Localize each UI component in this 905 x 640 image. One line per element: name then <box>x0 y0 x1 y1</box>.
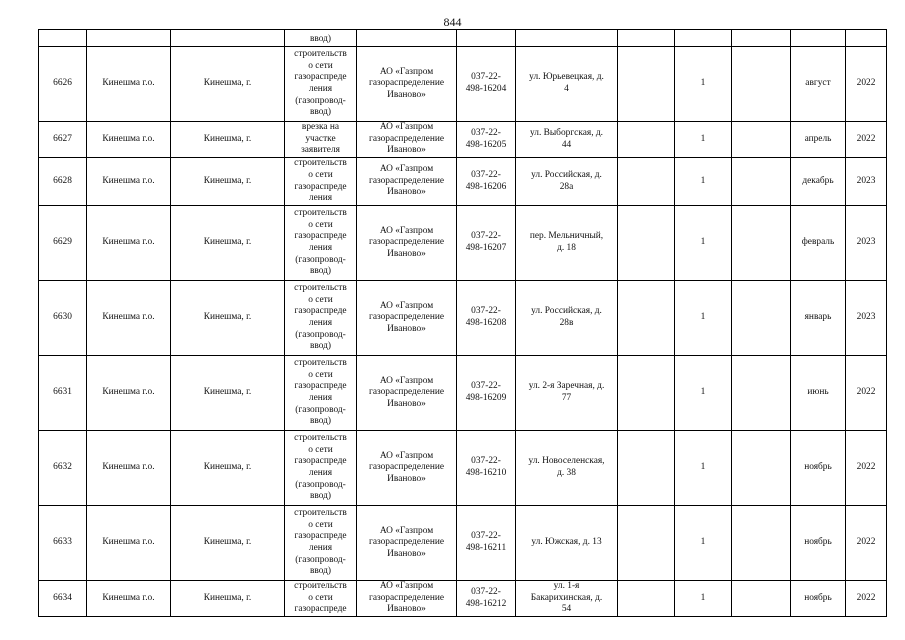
cell-code <box>457 506 516 581</box>
table-body <box>39 30 887 617</box>
cell-work-type-line: газораспреде <box>294 531 347 542</box>
cell-work-type-line: газораспреде <box>294 604 347 615</box>
cell-municipality: Кинешма г.о. <box>87 431 171 506</box>
cell-organization-line: газораспределение <box>368 133 445 144</box>
cell-empty <box>171 30 285 47</box>
cell-empty <box>791 30 846 47</box>
cell-organization-line: газораспределение <box>368 175 445 186</box>
cell-code <box>457 281 516 356</box>
cell-address-line: ул. 2-я Заречная, д. <box>528 381 605 392</box>
cell-organization-line: газораспределение <box>368 592 445 603</box>
cell-work-type <box>285 281 357 356</box>
cell-work-type <box>285 158 357 206</box>
cell-quantity: 1 <box>675 581 732 617</box>
cell-work-type-line: (газопровод- <box>295 95 346 106</box>
cell-municipality: Кинешма г.о. <box>87 122 171 158</box>
cell-organization-line: Иваново» <box>387 473 426 484</box>
cell-organization-line: Иваново» <box>387 187 426 198</box>
cell-address <box>516 47 618 122</box>
cell-address-line: 28в <box>559 318 574 328</box>
table-row <box>39 281 887 356</box>
cell-work-type-line: участке <box>305 133 336 144</box>
cell-organization-line: АО «Газпром <box>379 450 434 461</box>
cell-code <box>457 47 516 122</box>
cell-month: апрель <box>791 122 846 158</box>
table-row <box>39 581 887 617</box>
cell-month: июнь <box>791 356 846 431</box>
cell-organization-line: Иваново» <box>387 323 426 334</box>
cell-empty <box>618 206 675 281</box>
cell-quantity: 1 <box>675 158 732 206</box>
cell-number: 6629 <box>39 206 87 281</box>
cell-code-line: 498-16206 <box>465 181 507 192</box>
cell-work-type-line: (газопровод- <box>295 254 346 265</box>
cell-code-line: 037-22- <box>471 456 501 467</box>
cell-settlement: Кинешма, г. <box>171 581 285 617</box>
cell-organization <box>357 158 457 206</box>
cell-settlement: Кинешма, г. <box>171 206 285 281</box>
cell-code-line: 498-16212 <box>465 598 507 609</box>
cell-address <box>516 158 618 206</box>
cell-work-type: ввод) <box>285 30 357 47</box>
cell-organization-line: АО «Газпром <box>379 525 434 536</box>
cell-code-line: 037-22- <box>471 306 501 317</box>
cell-quantity: 1 <box>675 206 732 281</box>
cell-organization-line: Иваново» <box>387 398 426 409</box>
cell-work-type-line: о сети <box>308 169 333 180</box>
cell-code-line: 037-22- <box>471 586 501 597</box>
cell-code-line: 037-22- <box>471 531 501 542</box>
cell-organization-line: газораспределение <box>368 312 445 323</box>
table-row <box>39 206 887 281</box>
table-row <box>39 431 887 506</box>
cell-work-type-line: строительств <box>294 158 347 169</box>
cell-work-type-line: строительств <box>294 208 347 219</box>
cell-organization-line: Иваново» <box>387 89 426 100</box>
cell-month: декабрь <box>791 158 846 206</box>
cell-municipality: Кинешма г.о. <box>87 158 171 206</box>
cell-address-line: 44 <box>561 139 572 150</box>
cell-organization-line: газораспределение <box>368 462 445 473</box>
cell-settlement: Кинешма, г. <box>171 431 285 506</box>
cell-work-type-line: ления <box>308 393 333 403</box>
cell-code-line: 037-22- <box>471 127 501 138</box>
cell-address-line: 28а <box>559 181 574 192</box>
cell-code-line: 498-16208 <box>465 318 507 328</box>
cell-empty <box>87 30 171 47</box>
cell-empty <box>732 206 791 281</box>
cell-address <box>516 506 618 581</box>
cell-empty <box>732 281 791 356</box>
cell-empty <box>618 47 675 122</box>
cell-work-type-line: строительств <box>294 581 347 592</box>
cell-work-type-line: ления <box>308 468 333 478</box>
cell-month: январь <box>791 281 846 356</box>
page-number: 844 <box>443 15 462 29</box>
cell-number: 6631 <box>39 356 87 431</box>
cell-empty <box>732 158 791 206</box>
cell-number: 6630 <box>39 281 87 356</box>
cell-organization-line: АО «Газпром <box>379 66 434 77</box>
cell-work-type-line: ввод) <box>309 266 332 277</box>
cell-municipality: Кинешма г.о. <box>87 281 171 356</box>
cell-work-type-line: (газопровод- <box>295 404 346 415</box>
cell-code-line: 498-16210 <box>465 468 507 478</box>
cell-year: 2022 <box>846 431 887 506</box>
cell-work-type-line: газораспреде <box>294 456 347 467</box>
cell-work-type-line: газораспреде <box>294 72 347 83</box>
cell-empty <box>732 356 791 431</box>
cell-organization-line: Иваново» <box>387 145 426 156</box>
cell-month: август <box>791 47 846 122</box>
cell-organization-line: Иваново» <box>387 548 426 559</box>
cell-code <box>457 356 516 431</box>
cell-work-type-line: ввод) <box>309 566 332 577</box>
cell-settlement: Кинешма, г. <box>171 506 285 581</box>
cell-work-type-line: строительств <box>294 358 347 369</box>
cell-code-line: 498-16207 <box>465 243 507 253</box>
cell-address-line: ул. Российская, д. <box>531 169 602 180</box>
cell-work-type-line: ления <box>308 84 333 94</box>
cell-number: 6633 <box>39 506 87 581</box>
cell-work-type-line: ления <box>308 193 333 204</box>
cell-address-line: пер. Мельничный, <box>529 231 604 242</box>
cell-settlement: Кинешма, г. <box>171 281 285 356</box>
cell-empty <box>618 581 675 617</box>
cell-organization-line: АО «Газпром <box>379 122 434 133</box>
cell-address <box>516 122 618 158</box>
cell-municipality: Кинешма г.о. <box>87 506 171 581</box>
cell-work-type <box>285 47 357 122</box>
cell-empty <box>732 30 791 47</box>
cell-work-type-line: о сети <box>308 294 333 305</box>
cell-address <box>516 281 618 356</box>
cell-empty <box>732 581 791 617</box>
cell-quantity: 1 <box>675 431 732 506</box>
cell-work-type-line: о сети <box>308 60 333 71</box>
cell-quantity: 1 <box>675 506 732 581</box>
cell-work-type-line: ввод) <box>309 416 332 427</box>
cell-empty <box>675 30 732 47</box>
cell-organization <box>357 206 457 281</box>
cell-work-type-line: строительств <box>294 49 347 60</box>
cell-municipality: Кинешма г.о. <box>87 356 171 431</box>
cell-year: 2022 <box>846 356 887 431</box>
cell-organization-line: газораспределение <box>368 537 445 548</box>
cell-work-type-line: газораспреде <box>294 231 347 242</box>
cell-address-line: ул. Юрьевецкая, д. <box>529 72 604 83</box>
cell-address-line: д. 38 <box>557 468 576 478</box>
cell-quantity: 1 <box>675 122 732 158</box>
cell-work-type-line: газораспреде <box>294 381 347 392</box>
cell-empty <box>39 30 87 47</box>
table-row <box>39 158 887 206</box>
cell-work-type-line: строительств <box>294 283 347 294</box>
cell-month: февраль <box>791 206 846 281</box>
cell-work-type <box>285 122 357 158</box>
cell-settlement: Кинешма, г. <box>171 158 285 206</box>
cell-empty <box>732 47 791 122</box>
cell-organization-line: Иваново» <box>387 604 426 615</box>
cell-municipality: Кинешма г.о. <box>87 206 171 281</box>
cell-work-type-line: ления <box>308 318 333 328</box>
cell-empty <box>618 122 675 158</box>
cell-year: 2023 <box>846 281 887 356</box>
table-row <box>39 47 887 122</box>
cell-organization <box>357 431 457 506</box>
cell-work-type-line: заявителя <box>301 145 340 156</box>
cell-work-type-line: врезка на <box>301 122 340 133</box>
registry-table <box>38 29 887 617</box>
cell-month: ноябрь <box>791 431 846 506</box>
cell-year: 2023 <box>846 206 887 281</box>
cell-code-line: 498-16205 <box>465 139 507 150</box>
cell-code <box>457 581 516 617</box>
cell-code <box>457 158 516 206</box>
cell-work-type-line: ввод) <box>309 107 332 118</box>
cell-address-line: 4 <box>564 84 569 94</box>
cell-work-type-line: газораспреде <box>294 181 347 192</box>
cell-work-type-line: о сети <box>308 369 333 380</box>
cell-work-type-line: ввод) <box>309 341 332 352</box>
cell-month: ноябрь <box>791 506 846 581</box>
cell-organization <box>357 581 457 617</box>
cell-work-type <box>285 356 357 431</box>
cell-empty <box>618 30 675 47</box>
cell-code-line: 037-22- <box>471 231 501 242</box>
table-row <box>39 356 887 431</box>
cell-number: 6634 <box>39 581 87 617</box>
cell-address-line: ул. Южская, д. 13 <box>531 537 602 548</box>
cell-number: 6626 <box>39 47 87 122</box>
cell-organization <box>357 47 457 122</box>
cell-work-type-line: строительств <box>294 433 347 444</box>
cell-address <box>516 581 618 617</box>
cell-empty <box>516 30 618 47</box>
cell-empty <box>618 158 675 206</box>
cell-empty <box>457 30 516 47</box>
cell-month: ноябрь <box>791 581 846 617</box>
cell-number: 6627 <box>39 122 87 158</box>
cell-year: 2022 <box>846 47 887 122</box>
table-row <box>39 506 887 581</box>
cell-organization-line: АО «Газпром <box>379 581 434 592</box>
cell-address-line: ул. 1-я <box>553 581 580 592</box>
cell-empty <box>618 356 675 431</box>
cell-organization <box>357 356 457 431</box>
cell-work-type-line: ввод) <box>309 491 332 502</box>
cell-work-type-line: (газопровод- <box>295 329 346 340</box>
cell-code-line: 498-16204 <box>465 84 507 94</box>
cell-number: 6628 <box>39 158 87 206</box>
table-row-partial <box>39 30 887 47</box>
cell-code <box>457 122 516 158</box>
cell-code <box>457 206 516 281</box>
cell-address-line: Бакарихинская, д. <box>530 592 603 603</box>
cell-address-line: 77 <box>561 393 572 403</box>
cell-empty <box>732 506 791 581</box>
cell-address-line: д. 18 <box>557 243 576 253</box>
cell-organization <box>357 281 457 356</box>
cell-work-type <box>285 206 357 281</box>
cell-municipality: Кинешма г.о. <box>87 581 171 617</box>
cell-code-line: 037-22- <box>471 72 501 83</box>
cell-work-type-line: о сети <box>308 592 333 603</box>
table-row <box>39 122 887 158</box>
cell-work-type-line: газораспреде <box>294 306 347 317</box>
cell-empty <box>618 431 675 506</box>
cell-settlement: Кинешма, г. <box>171 122 285 158</box>
cell-number: 6632 <box>39 431 87 506</box>
cell-address-line: ул. Российская, д. <box>531 306 602 317</box>
cell-organization-line: газораспределение <box>368 387 445 398</box>
cell-year: 2022 <box>846 581 887 617</box>
cell-organization-line: АО «Газпром <box>379 375 434 386</box>
cell-address <box>516 206 618 281</box>
cell-work-type <box>285 431 357 506</box>
cell-empty <box>732 122 791 158</box>
cell-settlement: Кинешма, г. <box>171 47 285 122</box>
cell-work-type <box>285 581 357 617</box>
cell-settlement: Кинешма, г. <box>171 356 285 431</box>
cell-empty <box>357 30 457 47</box>
cell-code <box>457 431 516 506</box>
cell-address-line: 54 <box>561 604 572 615</box>
cell-work-type-line: о сети <box>308 519 333 530</box>
cell-empty <box>618 281 675 356</box>
cell-organization-line: Иваново» <box>387 248 426 259</box>
cell-empty <box>732 431 791 506</box>
cell-quantity: 1 <box>675 47 732 122</box>
cell-work-type-line: о сети <box>308 219 333 230</box>
cell-year: 2022 <box>846 122 887 158</box>
cell-year: 2023 <box>846 158 887 206</box>
cell-address-line: ул. Выборгская, д. <box>529 127 604 138</box>
cell-work-type-line: (газопровод- <box>295 554 346 565</box>
cell-organization-line: АО «Газпром <box>379 300 434 311</box>
cell-empty <box>618 506 675 581</box>
cell-code-line: 498-16211 <box>465 543 507 553</box>
cell-work-type-line: ления <box>308 543 333 553</box>
cell-address-line: ул. Новоселенская, <box>528 456 605 467</box>
cell-organization-line: АО «Газпром <box>379 225 434 236</box>
cell-work-type-line: о сети <box>308 444 333 455</box>
cell-year: 2022 <box>846 506 887 581</box>
cell-work-type <box>285 506 357 581</box>
cell-quantity: 1 <box>675 356 732 431</box>
cell-organization <box>357 506 457 581</box>
cell-code-line: 037-22- <box>471 381 501 392</box>
cell-organization-line: газораспределение <box>368 237 445 248</box>
cell-work-type-line: строительств <box>294 508 347 519</box>
cell-empty <box>846 30 887 47</box>
cell-organization <box>357 122 457 158</box>
cell-code-line: 037-22- <box>471 169 501 180</box>
cell-organization-line: газораспределение <box>368 78 445 89</box>
cell-organization-line: АО «Газпром <box>379 164 434 175</box>
cell-code-line: 498-16209 <box>465 393 507 403</box>
cell-address <box>516 431 618 506</box>
cell-municipality: Кинешма г.о. <box>87 47 171 122</box>
cell-work-type-line: (газопровод- <box>295 479 346 490</box>
cell-address <box>516 356 618 431</box>
cell-quantity: 1 <box>675 281 732 356</box>
cell-work-type-line: ления <box>308 243 333 253</box>
